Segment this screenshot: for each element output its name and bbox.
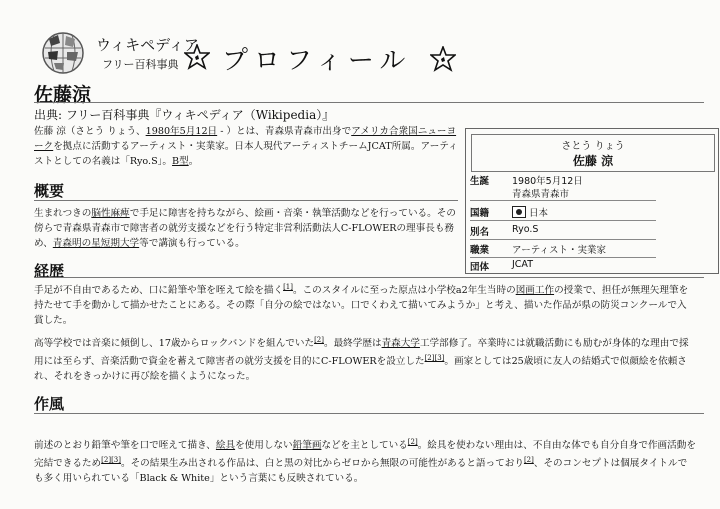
infobox-alias: Ryo.S [512, 224, 539, 235]
country-link[interactable]: アメリカ合衆国ニューヨーク [34, 126, 457, 152]
infobox-name: 佐藤 涼 [572, 154, 614, 168]
style-text: 前述のとおり鉛筆や筆を口で咥えて描き、 [34, 440, 216, 452]
blood-type-link[interactable]: B型 [172, 156, 189, 167]
style-text: 。絵具を使わない理由は、不自由な体でも自分自身で作画活動を完結できるため [34, 440, 696, 470]
intro-text: 。 [188, 156, 199, 167]
intro-text: 佐藤 涼（さとう りょう、 [34, 126, 146, 137]
reference-link[interactable]: [2][3] [101, 456, 121, 465]
style-text: を使用しない [235, 440, 293, 452]
career-paragraph-2 [34, 333, 696, 384]
overview-text: 生まれつきの [34, 208, 92, 219]
infobox-nationality[interactable] [512, 205, 548, 219]
career-paragraph-1 [34, 280, 696, 328]
infobox-divider [470, 200, 656, 201]
intro-text: - ）とは、青森県青森市出身で [217, 126, 352, 137]
section-heading-style: 作風 [34, 395, 65, 413]
reference-link[interactable]: [1] [283, 283, 293, 291]
section-heading-career: 経歴 [34, 262, 65, 280]
infobox-organization: JCAT [512, 259, 533, 270]
infobox-nationality-text: 日本 [529, 208, 549, 219]
infobox-name-box [471, 134, 715, 172]
infobox-label: 別名 [470, 227, 490, 238]
career-text: 。このスタイルに至った原点は小学校a2年生当時の [292, 285, 516, 297]
university-link[interactable]: 青森大学 [381, 338, 420, 350]
paint-link[interactable]: 絵具 [215, 440, 236, 452]
overview-text: 等で講演も行っている。 [139, 238, 245, 249]
infobox-divider [470, 239, 656, 240]
infobox-divider [470, 220, 656, 221]
intro-paragraph [34, 124, 458, 169]
infobox-label: 国籍 [470, 208, 490, 219]
infobox-kana: さとう りょう [561, 141, 625, 152]
star-icon [184, 44, 210, 70]
infobox-birthplace[interactable]: 青森県青森市 [512, 189, 570, 200]
wikipedia-globe-icon [40, 30, 86, 76]
intro-text: を拠点に活動するアーティスト・実業家。日本人現代アーティストチームJCAT所属。アーティストとしての名義は「Ryo.S」。 [34, 141, 458, 167]
art-class-link[interactable]: 図画工作 [515, 285, 555, 297]
infobox-divider [470, 257, 656, 258]
style-text: などを主としている [321, 440, 408, 452]
pencil-drawing-link[interactable]: 鉛筆画 [292, 440, 322, 452]
career-text: 。画家としては25歳頃に友人の結婚式で似顔絵を依頼され、それをきっかけに再び絵を描くようになった。 [34, 356, 687, 383]
overview-paragraph [34, 206, 458, 251]
infobox-label: 生誕 [470, 176, 490, 187]
overview-text: で手足に障害を持ちながら、絵画・音楽・執筆活動などを行っている。その傍らで青森県青森市で障害者の就労支援などを行う特定非営利活動法人C-FLOWERの理事長も務め、 [34, 208, 456, 249]
star-icon [430, 46, 456, 72]
section-divider [34, 413, 704, 414]
career-text: の授業で、担任が無理矢理筆を持たせて手を動かして描かせたことにある。その際「自分の絵ではない。口でくわえて描いてみようか」と考え、描いた作品が県の防災コンクールで入賞した。 [34, 285, 689, 327]
reference-link[interactable]: [2] [407, 438, 418, 446]
section-divider [34, 200, 458, 201]
reference-link[interactable]: [2][3] [424, 354, 445, 363]
style-paragraph [34, 435, 696, 486]
birthdate-link[interactable]: 1980年5月12日 [145, 126, 218, 137]
infobox-label: 団体 [470, 262, 490, 273]
college-link[interactable]: 青森明の星短期大学 [52, 238, 140, 249]
section-heading-overview: 概要 [34, 182, 65, 200]
style-text: 、そのコンセプトは個展タイトルでも多く用いられている「Black & White」という言葉にも反映されている。 [34, 458, 688, 485]
reference-link[interactable]: [2] [314, 336, 324, 344]
infobox-occupation: アーティスト・実業家 [512, 245, 606, 256]
brand-name: ウィキペディア [96, 36, 199, 54]
source-line: 出典: フリー百科事典『ウィキペディア（Wikipedia）』 [34, 108, 335, 122]
japan-flag-icon [512, 206, 526, 218]
infobox [465, 128, 719, 274]
career-text: 手足が不自由であるため、口に鉛筆や筆を咥えて絵を描く [34, 285, 284, 297]
page-heading: プロフィール [222, 46, 412, 76]
cerebral-palsy-link[interactable]: 脳性麻痺 [91, 208, 130, 219]
section-divider [34, 277, 704, 278]
infobox-birthdate[interactable]: 1980年5月12日 [512, 176, 583, 187]
infobox-label: 職業 [470, 245, 490, 256]
brand-subtitle: フリー百科事典 [102, 58, 179, 71]
reference-link[interactable]: [2] [523, 456, 534, 465]
article-title: 佐藤涼 [34, 84, 92, 106]
career-text: 工学部修了。卒業時には就職活動にも励むが身体的な理由で採用には至らず、音楽活動で資金を蓄えて障害者の就労支援を目的にC-FLOWERを設立した [34, 338, 689, 368]
career-text: 高等学校では音楽に傾倒し、17歳からロックバンドを組んでいた [34, 338, 315, 350]
title-divider [34, 102, 704, 103]
career-text: 。最終学歴は [324, 338, 382, 350]
style-text: 。その結果生み出される作品は、白と黒の対比からゼロから無限の可能性があると語っており [121, 458, 524, 470]
